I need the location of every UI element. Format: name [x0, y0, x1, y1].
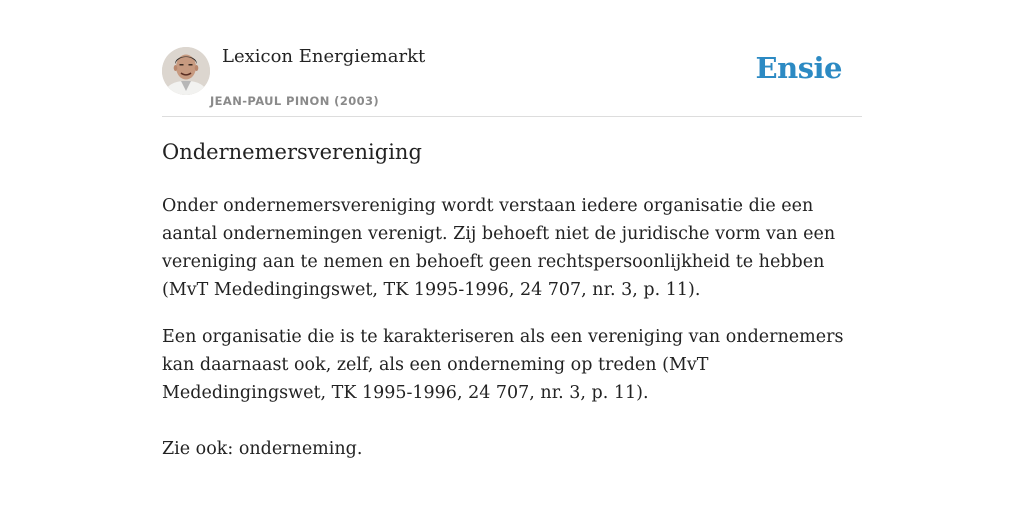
brand-logo[interactable]: Ensie [755, 51, 842, 85]
see-also [162, 435, 862, 463]
definition-paragraph: Een organisatie die is te karakteriseren als een vereniging van ondernemers kan daarnaast ook, zelf, als een onderneming op treden (MvT Mededingingswet, TK 1995-1996, 24 707, nr. 3, p. 11). [162, 327, 844, 403]
site-title[interactable]: Lexicon Energiemarkt [222, 46, 426, 67]
see-also-link[interactable]: onderneming [238, 439, 357, 459]
definition-paragraph: Onder ondernemersvereniging wordt verstaan iedere organisatie die een aantal ondernemingen verenigt. Zij behoeft niet de juridische vorm van een vereniging aan te nemen en behoeft geen rechtspersoonlijkheid te hebben (MvT Mededingingswet, TK 1995-1996, 24 707, nr. 3, p. 11). [162, 196, 836, 300]
author-avatar [162, 47, 210, 95]
see-also-prefix: Zie ook: [162, 439, 239, 459]
author-portrait [162, 47, 210, 95]
author-name[interactable]: JEAN-PAUL PINON (2003) [210, 94, 380, 108]
header [162, 0, 862, 117]
see-also-suffix: . [356, 439, 363, 459]
page-container [162, 0, 862, 512]
page-title: Ondernemersvereniging [162, 140, 422, 164]
